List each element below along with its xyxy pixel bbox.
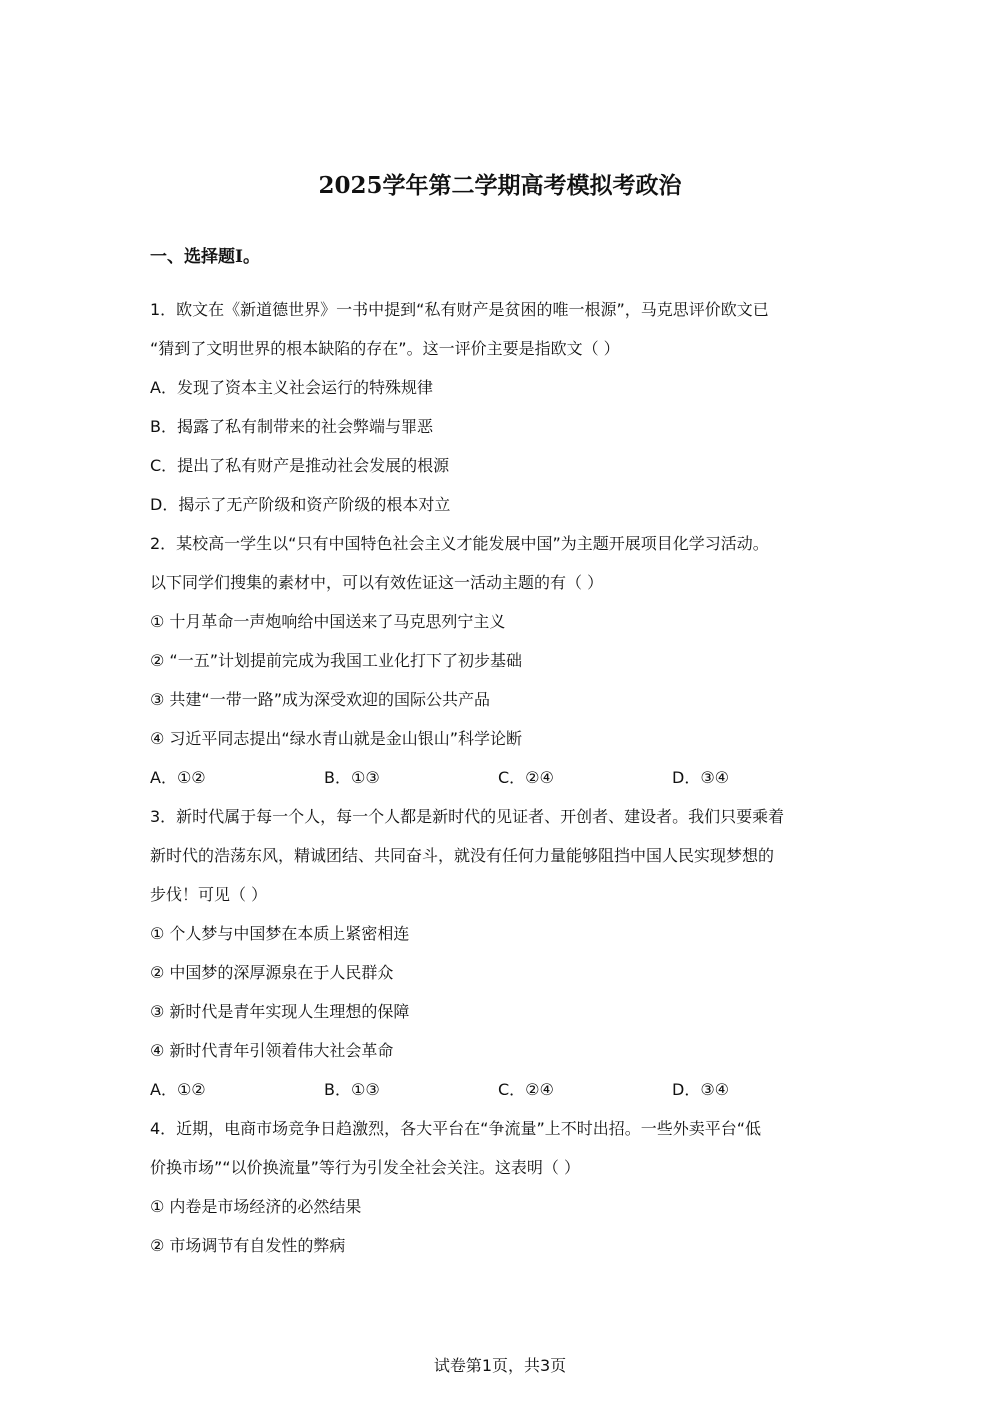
question-2-statement-4: ④ 习近平同志提出“绿水青山就是金山银山”科学论断 (150, 729, 523, 748)
question-3-choice-b: B．①③ (324, 1080, 380, 1099)
question-3 (150, 797, 855, 1109)
question-1-stem-line-1: 1．欧文在《新道德世界》一书中提到“私有财产是贫困的唯一根源”，马克思评价欧文已 (150, 300, 769, 319)
question-1-option-a: A．发现了资本主义社会运行的特殊规律 (150, 378, 433, 397)
question-1-stem-line-2: “猜到了文明世界的根本缺陷的存在”。这一评价主要是指欧文（ ） (150, 339, 620, 358)
question-3-choices (150, 1070, 855, 1109)
question-3-stem-line-1: 3．新时代属于每一个人，每一个人都是新时代的见证者、开创者、建设者。我们只要乘着 (150, 807, 785, 826)
question-2-choice-c: C．②④ (498, 768, 554, 787)
question-list (150, 290, 855, 1265)
question-3-choice-a: A．①② (150, 1080, 206, 1099)
question-2-statement-2: ② “一五”计划提前完成为我国工业化打下了初步基础 (150, 651, 523, 670)
question-3-stem-line-3: 步伐！可见（ ） (150, 885, 268, 904)
question-2-statement-3: ③ 共建“一带一路”成为深受欢迎的国际公共产品 (150, 690, 491, 709)
question-3-statement-3: ③ 新时代是青年实现人生理想的保障 (150, 1002, 410, 1021)
question-2-choice-a: A．①② (150, 768, 206, 787)
question-3-statement-4: ④ 新时代青年引领着伟大社会革命 (150, 1041, 394, 1060)
page-title: 2025学年第二学期高考模拟考政治 (318, 172, 682, 199)
question-3-choice-d: D．③④ (672, 1080, 730, 1099)
question-2 (150, 524, 855, 797)
question-1-option-b: B．揭露了私有制带来的社会弊端与罪恶 (150, 417, 433, 436)
question-1-option-d: D．揭示了无产阶级和资产阶级的根本对立 (150, 495, 451, 514)
question-3-statement-1: ① 个人梦与中国梦在本质上紧密相连 (150, 924, 410, 943)
page-footer: 试卷第1页，共3页 (433, 1356, 567, 1375)
question-2-choices (150, 758, 855, 797)
question-3-statement-2: ② 中国梦的深厚源泉在于人民群众 (150, 963, 394, 982)
section-heading: 一、选择题I。 (150, 247, 260, 267)
question-2-choice-d: D．③④ (672, 768, 730, 787)
question-2-choice-b: B．①③ (324, 768, 380, 787)
question-4-statement-2: ② 市场调节有自发性的弊病 (150, 1236, 346, 1255)
question-4-stem-line-2: 价换市场”“以价换流量”等行为引发全社会关注。这表明（ ） (150, 1158, 580, 1177)
question-1 (150, 290, 855, 524)
question-2-statement-1: ① 十月革命一声炮响给中国送来了马克思列宁主义 (150, 612, 506, 631)
question-2-stem-line-2: 以下同学们搜集的素材中，可以有效佐证这一活动主题的有（ ） (150, 573, 604, 592)
question-3-stem-line-2: 新时代的浩荡东风，精诚团结、共同奋斗，就没有任何力量能够阻挡中国人民实现梦想的 (150, 846, 775, 865)
question-4-statement-1: ① 内卷是市场经济的必然结果 (150, 1197, 362, 1216)
question-4-stem-line-1: 4．近期，电商市场竞争日趋激烈，各大平台在“争流量”上不时出招。一些外卖平台“低 (150, 1119, 762, 1138)
question-3-choice-c: C．②④ (498, 1080, 554, 1099)
question-2-stem-line-1: 2．某校高一学生以“只有中国特色社会主义才能发展中国”为主题开展项目化学习活动。 (150, 534, 769, 553)
question-4 (150, 1109, 855, 1265)
question-1-option-c: C．提出了私有财产是推动社会发展的根源 (150, 456, 450, 475)
